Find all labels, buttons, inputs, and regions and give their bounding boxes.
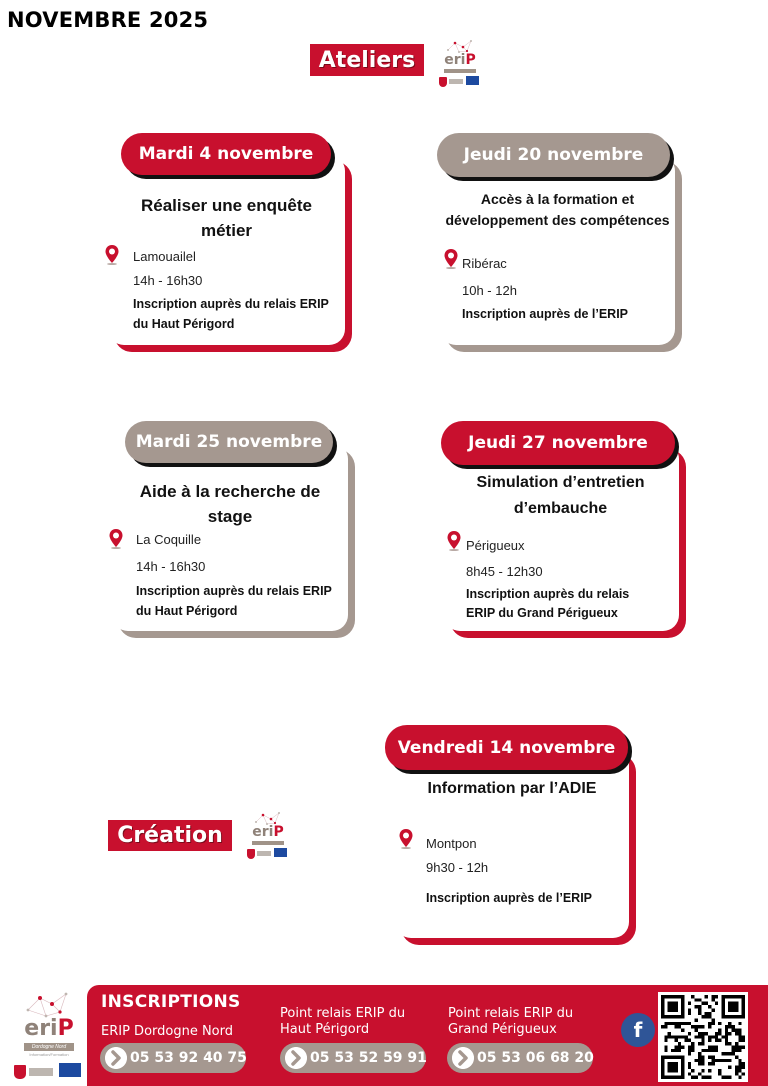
qr-modules — [661, 995, 745, 1079]
map-pin-icon — [398, 828, 414, 850]
section-tag-creation: Création — [108, 820, 232, 851]
event-date: Mardi 4 novembre — [121, 133, 331, 175]
section-tag-ateliers: Ateliers — [310, 44, 424, 76]
erip-logo — [245, 810, 291, 864]
contact-label — [101, 1024, 233, 1040]
region-logo — [449, 79, 463, 84]
chevron-right-icon — [285, 1047, 307, 1069]
region-logo — [29, 1068, 53, 1076]
event-registration — [466, 585, 629, 623]
map-pin-icon — [108, 528, 124, 550]
event-date: Mardi 25 novembre — [125, 421, 333, 463]
phone-button[interactable] — [100, 1043, 246, 1073]
event-time: 14h - 16h30 — [136, 559, 206, 574]
contact-label-line: Haut Périgord — [280, 1022, 370, 1037]
phone-number: 05 53 92 40 75 — [130, 1050, 247, 1066]
registration-line: Inscription auprès de l’ERIP — [426, 891, 593, 905]
event-card — [112, 432, 355, 638]
event-title-line: stage — [207, 507, 253, 526]
event-title — [112, 479, 348, 529]
erip-logo — [437, 38, 483, 92]
contact-label — [448, 1006, 573, 1038]
erip-wordmark: eriP — [252, 824, 284, 840]
contact-label-line: Grand Périgueux — [448, 1022, 557, 1037]
event-location: Périgueux — [466, 538, 525, 553]
region-crest-icon — [247, 849, 255, 859]
erip-wordmark: eriP — [444, 52, 476, 68]
event-registration — [133, 294, 329, 334]
event-time: 8h45 - 12h30 — [466, 564, 543, 579]
event-title — [395, 778, 629, 800]
logo-tagline: Information/Formation — [29, 1052, 69, 1057]
event-time: 14h - 16h30 — [133, 273, 203, 288]
event-card — [444, 433, 686, 638]
event-location: Lamouailel — [133, 249, 196, 264]
phone-button[interactable] — [447, 1043, 593, 1073]
event-date: Jeudi 20 novembre — [437, 133, 670, 177]
event-card — [108, 144, 352, 352]
event-title-line: Aide à la recherche de — [139, 482, 321, 501]
chevron-right-icon — [452, 1047, 474, 1069]
event-location: Montpon — [426, 836, 477, 851]
event-title — [108, 193, 345, 243]
event-title-line: d’embauche — [513, 500, 608, 517]
facebook-icon[interactable]: f — [621, 1013, 655, 1047]
region-crest-icon — [14, 1065, 26, 1079]
registration-line: Inscription auprès du relais ERIP — [133, 297, 329, 311]
phone-button[interactable] — [280, 1043, 426, 1073]
region-crest-icon — [439, 77, 447, 87]
event-title-line: Simulation d’entretien — [476, 474, 645, 491]
event-card — [395, 737, 636, 945]
registration-line: Inscription auprès du relais — [466, 587, 630, 601]
event-title-line: développement des compétences — [445, 212, 670, 228]
contact-label-line: ERIP Dordogne Nord — [101, 1024, 234, 1039]
event-time: 9h30 - 12h — [426, 860, 489, 875]
logo-subtitle: Dordogne Nord — [24, 1043, 74, 1051]
event-date: Jeudi 27 novembre — [441, 421, 675, 465]
event-registration — [136, 581, 332, 621]
page-title: NOVEMBRE 2025 — [7, 8, 209, 32]
logo-band — [444, 69, 476, 73]
contact-label-line: Point relais ERIP du — [280, 1006, 406, 1021]
registration-line: du Haut Périgord — [136, 604, 238, 618]
event-card — [440, 145, 682, 352]
event-title — [444, 470, 677, 522]
contact-label-line: Point relais ERIP du — [448, 1006, 574, 1021]
logo-band — [252, 841, 284, 845]
erip-wordmark: eriP — [24, 1016, 74, 1041]
event-title-line: Information par l’ADIE — [427, 780, 597, 797]
region-logo — [257, 851, 271, 856]
footer-erip-logo — [14, 990, 84, 1085]
eu-flag-icon — [274, 848, 287, 857]
footer-heading: INSCRIPTIONS — [101, 992, 241, 1012]
qr-code-icon[interactable] — [658, 992, 748, 1082]
map-pin-icon — [104, 244, 120, 266]
event-title — [435, 189, 680, 231]
event-title-line: métier — [200, 221, 253, 240]
registration-line: Inscription auprès de l’ERIP — [462, 307, 629, 321]
chevron-right-icon — [105, 1047, 127, 1069]
phone-number: 05 53 52 59 91 — [310, 1050, 427, 1066]
event-registration — [462, 304, 628, 324]
phone-number: 05 53 06 68 20 — [477, 1050, 594, 1066]
event-location: Ribérac — [462, 256, 507, 271]
qr-code-pattern — [661, 995, 745, 1079]
eu-flag-icon — [59, 1063, 81, 1077]
contact-label — [280, 1006, 405, 1038]
event-date: Vendredi 14 novembre — [385, 725, 628, 770]
event-title-line: Réaliser une enquête — [140, 196, 312, 215]
eu-flag-icon — [466, 76, 479, 85]
event-title-line: Accès à la formation et — [480, 191, 635, 207]
registration-line: du Haut Périgord — [133, 317, 235, 331]
event-registration — [426, 888, 592, 908]
map-pin-icon — [446, 530, 462, 552]
event-time: 10h - 12h — [462, 283, 517, 298]
registration-line: ERIP du Grand Périgueux — [466, 606, 618, 620]
map-pin-icon — [443, 248, 459, 270]
event-location: La Coquille — [136, 532, 202, 547]
registration-line: Inscription auprès du relais ERIP — [136, 584, 332, 598]
